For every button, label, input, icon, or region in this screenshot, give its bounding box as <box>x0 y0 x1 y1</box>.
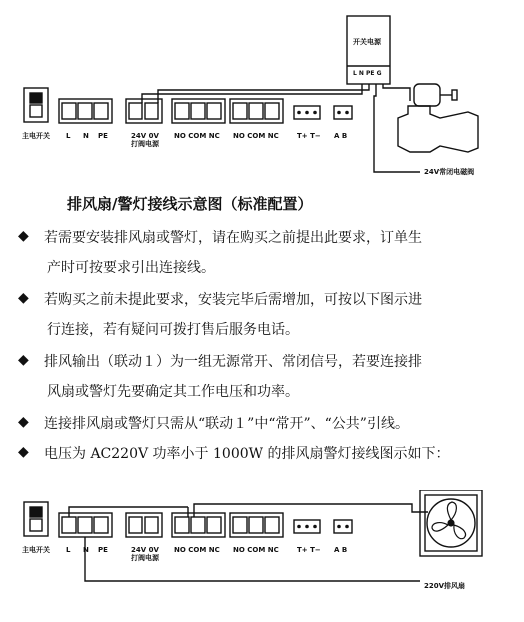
dc-voltage-label: 24V 0V <box>131 546 159 554</box>
fan-blades <box>432 502 466 539</box>
top-wiring-diagram <box>0 0 524 180</box>
bullet-4-line-1: 连接排风扇或警灯只需从“联动１”中“常开”、“公共”引线。 <box>44 416 409 432</box>
control-box-label: 开关电源 <box>353 38 381 46</box>
fan-label: 220V排风扇 <box>424 582 466 590</box>
ab-terminal-label: A B <box>334 546 348 554</box>
bullet-3-line-2: 风扇或警灯先要确定其工作电压和功率。 <box>47 384 299 400</box>
bottom-wiring-diagram <box>0 490 524 622</box>
main-switch-label: 主电开关 <box>22 546 50 554</box>
relay-1-label: NO COM NC <box>174 546 220 554</box>
bullet-2-line-1: 若购买之前未提此要求，安装完毕后需增加，可按以下图示进 <box>44 292 422 308</box>
control-box-terminals-label: L N PE G <box>353 70 382 77</box>
bullet-icon: ◆ <box>18 290 29 306</box>
bullet-1-line-2: 产时可按要求引出连接线。 <box>47 260 215 276</box>
valve-power-label: 打阀电源 <box>131 140 159 148</box>
bullet-icon: ◆ <box>18 414 29 430</box>
terminal-l-label: L <box>66 546 71 554</box>
bullet-icon: ◆ <box>18 352 29 368</box>
main-switch-label: 主电开关 <box>22 132 50 140</box>
terminal-block-ab <box>334 106 352 119</box>
bullet-3-line-1: 排风输出（联动１）为一组无源常开、常闭信号，若要连接排 <box>44 354 422 370</box>
bullet-icon: ◆ <box>18 444 29 460</box>
bullet-5-line-1: 电压为 AC220V 功率小于 1000W 的排风扇警灯接线图示如下： <box>44 446 450 462</box>
t-terminal-label: T+ T− <box>297 546 321 554</box>
page-title: 排风扇/警灯接线示意图（标准配置） <box>67 195 313 213</box>
terminal-pe-label: PE <box>98 546 108 554</box>
valve-body <box>398 106 478 152</box>
bullet-icon: ◆ <box>18 228 29 244</box>
ab-terminal-label: A B <box>334 132 348 140</box>
relay-2-label: NO COM NC <box>233 546 279 554</box>
valve-power-label: 打阀电源 <box>131 554 159 562</box>
relay-2-label: NO COM NC <box>233 132 279 140</box>
terminal-n-label: N <box>83 132 89 140</box>
t-terminal-label: T+ T− <box>297 132 321 140</box>
bullet-1-line-1: 若需要安装排风扇或警灯，请在购买之前提出此要求，订单生 <box>44 230 422 246</box>
valve-label: 24V常闭电磁阀 <box>424 168 475 176</box>
terminal-n-label: N <box>83 546 89 554</box>
terminal-l-label: L <box>66 132 71 140</box>
dc-voltage-label: 24V 0V <box>131 132 159 140</box>
relay-1-label: NO COM NC <box>174 132 220 140</box>
terminal-pe-label: PE <box>98 132 108 140</box>
bullet-2-line-2: 行连接，若有疑问可拨打售后服务电话。 <box>47 322 299 338</box>
